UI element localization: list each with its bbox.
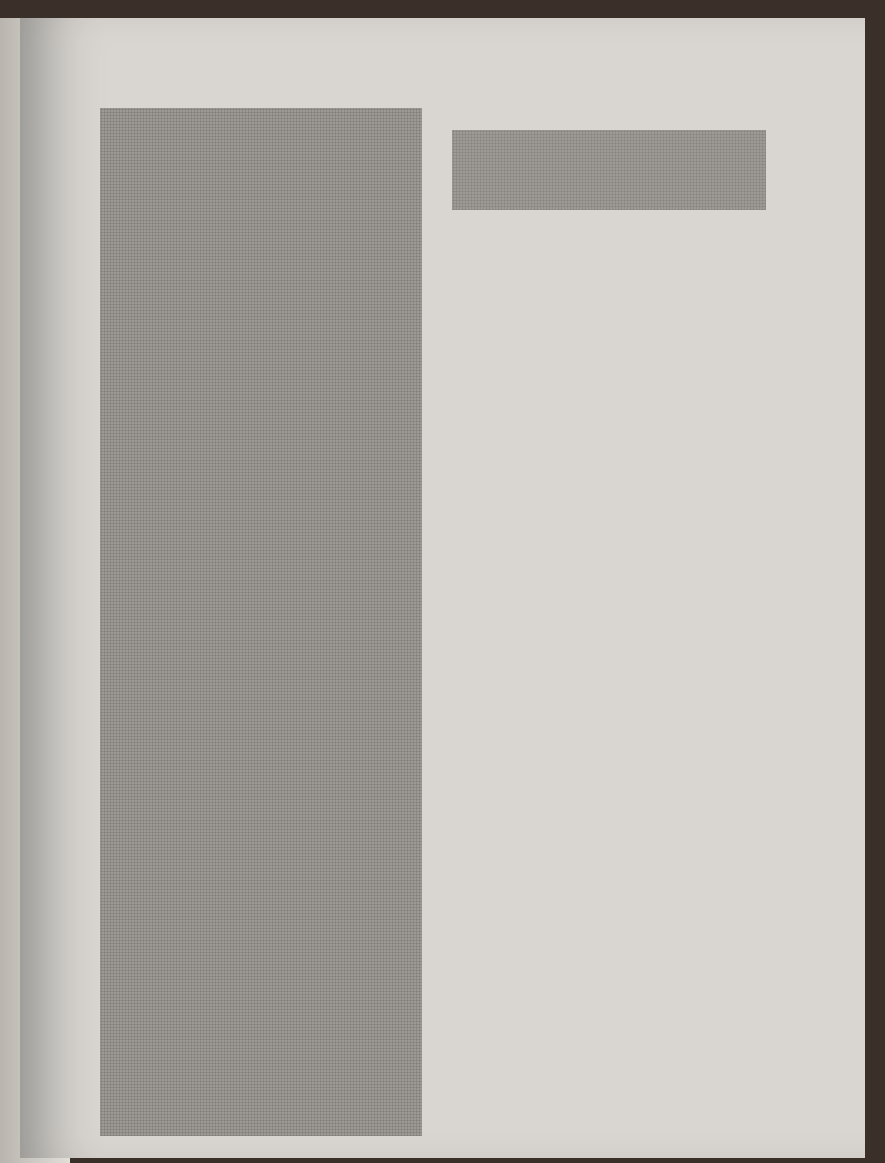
masthead-panel — [100, 108, 422, 1136]
toc-heading — [452, 130, 766, 210]
